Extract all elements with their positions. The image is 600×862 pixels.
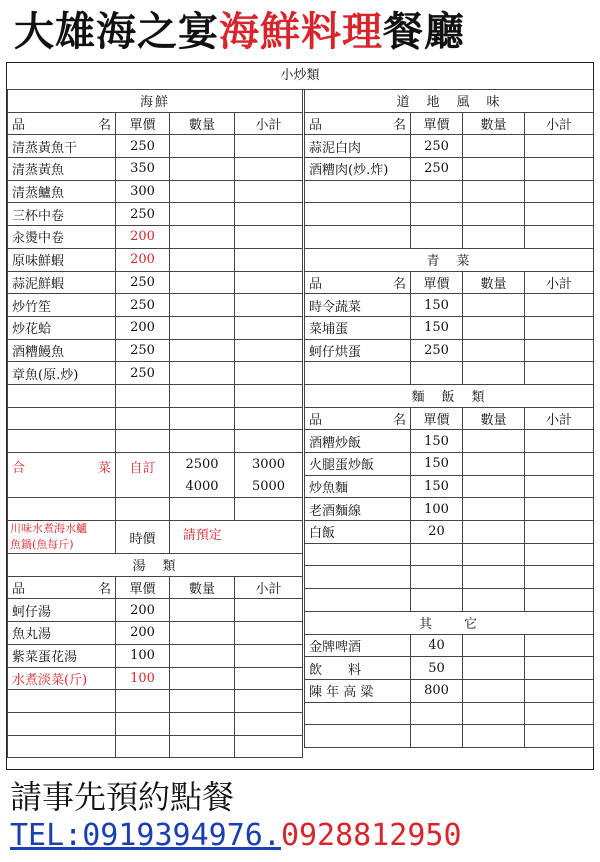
empty-row <box>8 712 303 735</box>
menu-item-row: 炒花蛤 200 <box>8 316 303 339</box>
menu-item-row: 酒糟肉(炒.炸) 250 <box>305 158 594 181</box>
menu-item-row: 紫菜蛋花湯 100 <box>8 644 303 667</box>
empty-row <box>8 690 303 713</box>
noodles-section-title: 麵 飯 類 <box>305 384 594 407</box>
menu-section-title: 小炒類 <box>7 63 593 90</box>
menu-item-row: 菜埔蛋 150 <box>305 316 594 339</box>
phone-link-1[interactable]: 0919394976 <box>82 818 263 853</box>
others-section-title: 其 它 <box>305 611 594 634</box>
right-menu-column <box>304 89 594 748</box>
menu-item-row: 清蒸黃魚干 250 <box>8 135 303 158</box>
menu-item-row: 酒糟炒飯 150 <box>305 430 594 453</box>
empty-row <box>8 384 303 407</box>
empty-row <box>8 430 303 453</box>
menu-item-row: 陳 年 高 粱 800 <box>305 679 594 702</box>
empty-row <box>305 725 594 748</box>
empty-row <box>8 498 303 521</box>
empty-row <box>305 566 594 589</box>
menu-item-row: 魚丸湯 200 <box>8 622 303 645</box>
menu-item-row: 炒魚麵 150 <box>305 475 594 498</box>
menu-item-row: 白飯 20 <box>305 521 594 544</box>
menu-item-row: 酒糟鰻魚 250 <box>8 339 303 362</box>
menu-item-row: 三杯中卷 250 <box>8 203 303 226</box>
menu-item-row: 汆燙中卷 200 <box>8 226 303 249</box>
empty-row <box>305 180 594 203</box>
empty-row <box>305 702 594 725</box>
menu-item-row: 炒竹笙 250 <box>8 294 303 317</box>
left-menu-column: 海鮮 品 名 單價 數量 小計 清蒸黃魚干 250 清蒸黃魚 350 清蒸鱸魚 300 三杯中卷 250 汆燙中卷 200 原味鮮蝦 200 蒜泥鮮蝦 250 炒竹笙 250 炒花蛤 200 酒糟鰻魚 250 章魚(原.炒) 250 合 菜 自訂 2500 3000 4000 5000 川味水煮海水鱸 魚鍋(魚每斤) 時價 請預定 湯 類 品 名 單價 數量 小計 蚵仔湯 200 魚丸湯 200 紫菜蛋花湯 100 水煮淡菜(斤) 100 <box>7 89 303 758</box>
menu-item-row: 火腿蛋炒飯 150 <box>305 453 594 476</box>
empty-row <box>305 226 594 249</box>
local-section-title: 道 地 風 味 <box>305 90 594 113</box>
phone-link-2[interactable]: 0928812950 <box>280 818 462 853</box>
menu-item-row: 清蒸黃魚 350 <box>8 158 303 181</box>
greens-section-title: 青 菜 <box>305 248 594 271</box>
tel-label: TEL: <box>10 818 83 853</box>
combo-row: 4000 5000 <box>8 475 303 498</box>
empty-row <box>305 362 594 385</box>
phone-numbers: TEL:0919394976.0928812950 <box>10 818 462 853</box>
header-row: 品 名 單價 數量 小計 <box>305 271 594 294</box>
combo-row: 合 菜 自訂 2500 3000 <box>8 453 303 476</box>
header-row: 品 名 單價 數量 小計 <box>8 576 303 599</box>
restaurant-title: 大雄海之宴海鮮料理餐廳 <box>14 8 465 55</box>
menu-item-row: 章魚(原.炒) 250 <box>8 362 303 385</box>
menu-item-row: 蚵仔烘蛋 250 <box>305 339 594 362</box>
header-row: 品 名 單價 數量 小計 <box>8 112 303 135</box>
empty-row <box>305 203 594 226</box>
empty-row <box>305 543 594 566</box>
menu-item-row: 蚵仔湯 200 <box>8 599 303 622</box>
empty-row <box>8 407 303 430</box>
menu-item-row: 水煮淡菜(斤) 100 <box>8 667 303 690</box>
header-row: 品 名 單價 數量 小計 <box>305 407 594 430</box>
menu-item-row: 老酒麵線 100 <box>305 498 594 521</box>
header-row: 品 名 單價 數量 小計 <box>305 112 594 135</box>
menu-item-row: 清蒸鱸魚 300 <box>8 180 303 203</box>
empty-row <box>305 589 594 612</box>
menu-table <box>6 62 594 770</box>
menu-item-row: 飲 料 50 <box>305 657 594 680</box>
reservation-notice: 請事先預約點餐 <box>10 778 235 816</box>
empty-row <box>8 735 303 758</box>
menu-item-row: 蒜泥白肉 250 <box>305 135 594 158</box>
menu-item-row: 金牌啤酒 40 <box>305 634 594 657</box>
seafood-section-title: 海鮮 <box>8 90 303 113</box>
menu-item-row: 時令蔬菜 150 <box>305 294 594 317</box>
menu-item-row: 蒜泥鮮蝦 250 <box>8 271 303 294</box>
menu-item-row: 原味鮮蝦 200 <box>8 248 303 271</box>
soup-section-title: 湯 類 <box>8 554 303 577</box>
